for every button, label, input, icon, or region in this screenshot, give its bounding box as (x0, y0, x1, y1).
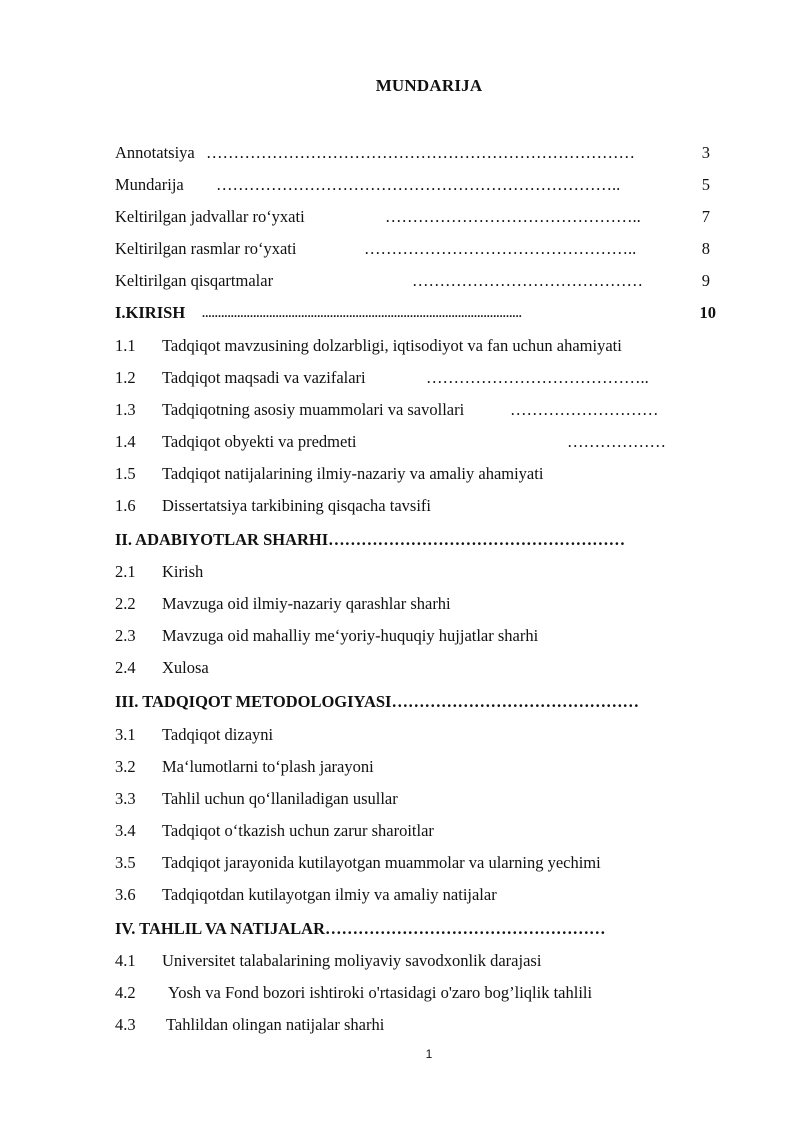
toc-section-heading[interactable] (0, 690, 800, 714)
toc-leader: ………………………………………….. (364, 239, 637, 258)
toc-label: Tahlildan olingan natijalar sharhi (166, 1015, 385, 1034)
toc-page: 5 (701, 175, 710, 194)
toc-label: Keltirilgan rasmlar ro‘yxati (115, 239, 297, 258)
toc-label: Tadqiqot o‘tkazish uchun zarur sharoitlar (162, 821, 434, 840)
toc-label: Keltirilgan jadvallar ro‘yxati (115, 207, 305, 226)
toc-page: 3 (701, 143, 710, 162)
page-number: 1 (425, 1047, 433, 1061)
toc-number: 2.4 (115, 658, 136, 677)
toc-entry-kirish[interactable] (0, 301, 800, 325)
toc-label: Tadqiqot jarayonida kutilayotgan muammolar va ularning yechimi (162, 853, 601, 872)
toc-entry-qisqartmalar[interactable] (0, 269, 800, 293)
toc-label: I.KIRISH (115, 303, 186, 322)
toc-leader: …………………………………… (412, 271, 643, 290)
toc-number: 4.3 (115, 1015, 136, 1034)
toc-subentry[interactable] (0, 624, 800, 648)
toc-subentry[interactable] (0, 949, 800, 973)
toc-leader: …………………………………………………………………… (206, 143, 635, 162)
toc-subentry[interactable] (0, 755, 800, 779)
toc-label: Tadqiqot obyekti va predmeti (162, 432, 357, 451)
toc-number: 3.2 (115, 757, 136, 776)
toc-number: 1.6 (115, 496, 136, 515)
toc-page: 8 (701, 239, 710, 258)
toc-subentry[interactable] (0, 462, 800, 486)
toc-label: Yosh va Fond bozori ishtiroki o'rtasidagi o'zaro bog’liqlik tahlili (168, 983, 593, 1002)
toc-label: Tadqiqot dizayni (162, 725, 274, 744)
toc-subentry[interactable] (0, 592, 800, 616)
toc-heading-text: III. TADQIQOT METODOLOGIYASI……………………………………… (115, 692, 639, 711)
toc-subentry[interactable] (0, 851, 800, 875)
toc-number: 1.4 (115, 432, 136, 451)
toc-label: Xulosa (162, 658, 209, 677)
toc-entry-jadvallar[interactable] (0, 205, 800, 229)
toc-subentry[interactable] (0, 787, 800, 811)
toc-label: Mavzuga oid ilmiy-nazariy qarashlar sharhi (162, 594, 451, 613)
toc-label: Mavzuga oid mahalliy me‘yoriy-huquqiy hujjatlar sharhi (162, 626, 539, 645)
toc-number: 3.5 (115, 853, 136, 872)
toc-number: 1.2 (115, 368, 136, 387)
toc-label: Tahlil uchun qo‘llaniladigan usullar (162, 789, 398, 808)
toc-subentry[interactable] (0, 560, 800, 584)
toc-leader: ……………………… (510, 400, 659, 419)
toc-label: Tadqiqot mavzusining dolzarbligi, iqtisodiyot va fan uchun ahamiyati (162, 336, 622, 355)
toc-page: 9 (701, 271, 710, 290)
toc-label: Dissertatsiya tarkibining qisqacha tavsifi (162, 496, 431, 515)
toc-subentry[interactable] (0, 430, 800, 454)
toc-number: 3.6 (115, 885, 136, 904)
toc-section-heading[interactable] (0, 917, 800, 941)
toc-subentry[interactable] (0, 981, 800, 1005)
toc-label: Universitet talabalarining moliyaviy savodxonlik darajasi (162, 951, 542, 970)
toc-section-heading[interactable] (0, 528, 800, 552)
toc-page: 7 (701, 207, 710, 226)
toc-number: 2.3 (115, 626, 136, 645)
toc-subentry[interactable] (0, 883, 800, 907)
toc-number: 1.3 (115, 400, 136, 419)
toc-subentry[interactable] (0, 494, 800, 518)
toc-label: Tadqiqot natijalarining ilmiy-nazariy va amaliy ahamiyati (162, 464, 544, 483)
toc-leader: ……………… (567, 432, 666, 451)
toc-subentry[interactable] (0, 656, 800, 680)
toc-leader: ………………………………….. (426, 368, 649, 387)
toc-number: 1.5 (115, 464, 136, 483)
toc-subentry[interactable] (0, 1013, 800, 1037)
toc-heading-text: II. ADABIYOTLAR SHARHI……………………………………………… (115, 530, 626, 549)
toc-number: 1.1 (115, 336, 136, 355)
toc-number: 2.2 (115, 594, 136, 613)
toc-label: Keltirilgan qisqartmalar (115, 271, 274, 290)
toc-label: Annotatsiya (115, 143, 195, 162)
toc-entry-rasmlar[interactable] (0, 237, 800, 261)
toc-number: 3.4 (115, 821, 136, 840)
toc-heading-text: IV. TAHLIL VA NATIJALAR…………………………………………… (115, 919, 606, 938)
toc-leader: ……………………………………………………………….. (216, 175, 621, 194)
toc-subentry[interactable] (0, 723, 800, 747)
toc-number: 3.1 (115, 725, 136, 744)
toc-label: Tadqiqotdan kutilayotgan ilmiy va amaliy natijalar (162, 885, 497, 904)
toc-entry-annotatsiya[interactable] (0, 141, 800, 165)
toc-number: 3.3 (115, 789, 136, 808)
toc-number: 4.2 (115, 983, 136, 1002)
toc-leader: ……………………………………….. (385, 207, 641, 226)
toc-leader: .................................................................................................... (202, 306, 522, 320)
toc-subentry[interactable] (0, 366, 800, 390)
toc-subentry[interactable] (0, 334, 800, 358)
toc-label: Tadqiqot maqsadi va vazifalari (162, 368, 366, 387)
toc-page: 10 (699, 303, 716, 322)
toc-label: Kirish (162, 562, 204, 581)
toc-subentry[interactable] (0, 819, 800, 843)
toc-subentry[interactable] (0, 398, 800, 422)
toc-number: 2.1 (115, 562, 136, 581)
toc-label: Ma‘lumotlarni to‘plash jarayoni (162, 757, 374, 776)
toc-label: Mundarija (115, 175, 184, 194)
page-title: MUNDARIJA (375, 76, 483, 95)
toc-label: Tadqiqotning asosiy muammolari va savollari (162, 400, 465, 419)
toc-entry-mundarija[interactable] (0, 173, 800, 197)
toc-number: 4.1 (115, 951, 136, 970)
